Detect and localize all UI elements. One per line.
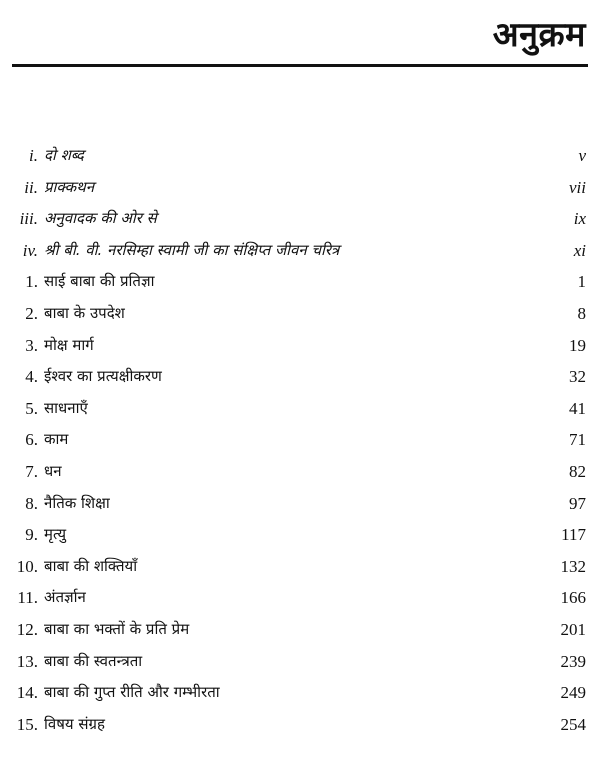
toc-entry-number: 14. (16, 683, 38, 703)
toc-entry-number: iii. (19, 209, 38, 229)
toc-entry-number: 9. (25, 525, 38, 545)
toc-entry (0, 172, 600, 204)
toc-entry-page: 97 (569, 493, 586, 513)
toc-entry-title: काम (44, 430, 69, 449)
toc-entry-page: 166 (560, 588, 586, 608)
toc-entry-number: 15. (16, 714, 38, 734)
toc-entry-page: 19 (569, 335, 586, 355)
toc-entry (0, 330, 600, 362)
toc-entry-title: श्री बी. वी. नरसिम्हा स्वामी जी का संक्षिप्त जीवन चरित्र (44, 240, 340, 259)
toc-entry-number: 11. (17, 588, 38, 608)
toc-entry-number: 4. (25, 367, 38, 387)
toc-entry (0, 361, 600, 393)
toc-entry (0, 393, 600, 425)
toc-entry-title: बाबा की स्वतन्त्रता (44, 651, 143, 670)
toc-entry-page: 71 (569, 430, 586, 450)
page-title: अनुक्रम (492, 15, 586, 55)
toc-entry-number: 8. (25, 493, 38, 513)
toc-entry-page: 1 (577, 272, 586, 292)
toc-entry-page: 239 (560, 651, 586, 671)
toc-entry (0, 646, 600, 678)
toc-entry-number: 12. (16, 619, 38, 639)
toc-entry-number: 6. (25, 430, 38, 450)
toc-entry (0, 551, 600, 583)
toc-entry (0, 266, 600, 298)
toc-entry-title: बाबा का भक्तों के प्रति प्रेम (44, 619, 190, 638)
toc-entry-number: ii. (24, 177, 38, 197)
toc-entry-number: 13. (16, 651, 38, 671)
toc-entry-title: मोक्ष मार्ग (44, 335, 94, 354)
toc-entry-title: ईश्वर का प्रत्यक्षीकरण (44, 367, 162, 386)
toc-entry-number: 3. (25, 335, 38, 355)
toc-entry (0, 203, 600, 235)
toc-entry-page: ix (573, 209, 586, 229)
toc-entry-title: विषय संग्रह (44, 714, 105, 733)
table-of-contents (0, 140, 600, 740)
toc-entry (0, 677, 600, 709)
toc-entry-number: 1. (25, 272, 38, 292)
toc-entry-title: धन (44, 461, 62, 480)
toc-entry-number: 5. (25, 398, 38, 418)
toc-entry-title: बाबा की गुप्त रीति और गम्भीरता (44, 683, 220, 702)
toc-entry-title: प्राक्कथन (44, 177, 95, 196)
toc-entry-page: 8 (577, 303, 586, 323)
toc-entry (0, 456, 600, 488)
toc-entry-page: v (578, 146, 586, 165)
toc-entry-page: 132 (560, 556, 586, 576)
toc-entry-title: अनुवादक की ओर से (44, 209, 157, 228)
toc-entry-page: 82 (569, 461, 586, 481)
toc-entry-title: अंतर्ज्ञान (44, 588, 86, 607)
toc-entry (0, 140, 600, 172)
toc-entry (0, 235, 600, 267)
toc-entry-page: xi (573, 240, 586, 260)
toc-entry-page: 32 (569, 367, 586, 387)
toc-entry-page: 201 (560, 619, 586, 639)
toc-entry-title: मृत्यु (44, 525, 67, 544)
toc-entry (0, 582, 600, 614)
toc-entry (0, 298, 600, 330)
toc-entry-title: दो शब्द (44, 146, 84, 164)
toc-entry-page: 254 (560, 714, 586, 734)
toc-entry-page: 41 (569, 398, 586, 418)
toc-entry (0, 709, 600, 741)
toc-entry-title: साई बाबा की प्रतिज्ञा (44, 272, 155, 291)
toc-entry-title: बाबा की शक्तियाँ (44, 556, 138, 575)
toc-entry (0, 424, 600, 456)
toc-entry-number: i. (29, 146, 38, 165)
toc-entry (0, 488, 600, 520)
toc-entry-number: 2. (25, 303, 38, 323)
toc-entry-number: iv. (22, 240, 38, 260)
toc-entry-title: साधनाएँ (44, 398, 88, 417)
toc-entry-title: नैतिक शिक्षा (44, 493, 110, 512)
toc-entry (0, 614, 600, 646)
header-divider (12, 64, 588, 67)
toc-entry (0, 519, 600, 551)
toc-entry-page: 249 (560, 683, 586, 703)
toc-entry-page: 117 (561, 525, 586, 545)
toc-entry-page: vii (569, 177, 586, 197)
toc-entry-number: 7. (25, 461, 38, 481)
toc-entry-number: 10. (16, 556, 38, 576)
toc-entry-title: बाबा के उपदेश (44, 303, 125, 322)
